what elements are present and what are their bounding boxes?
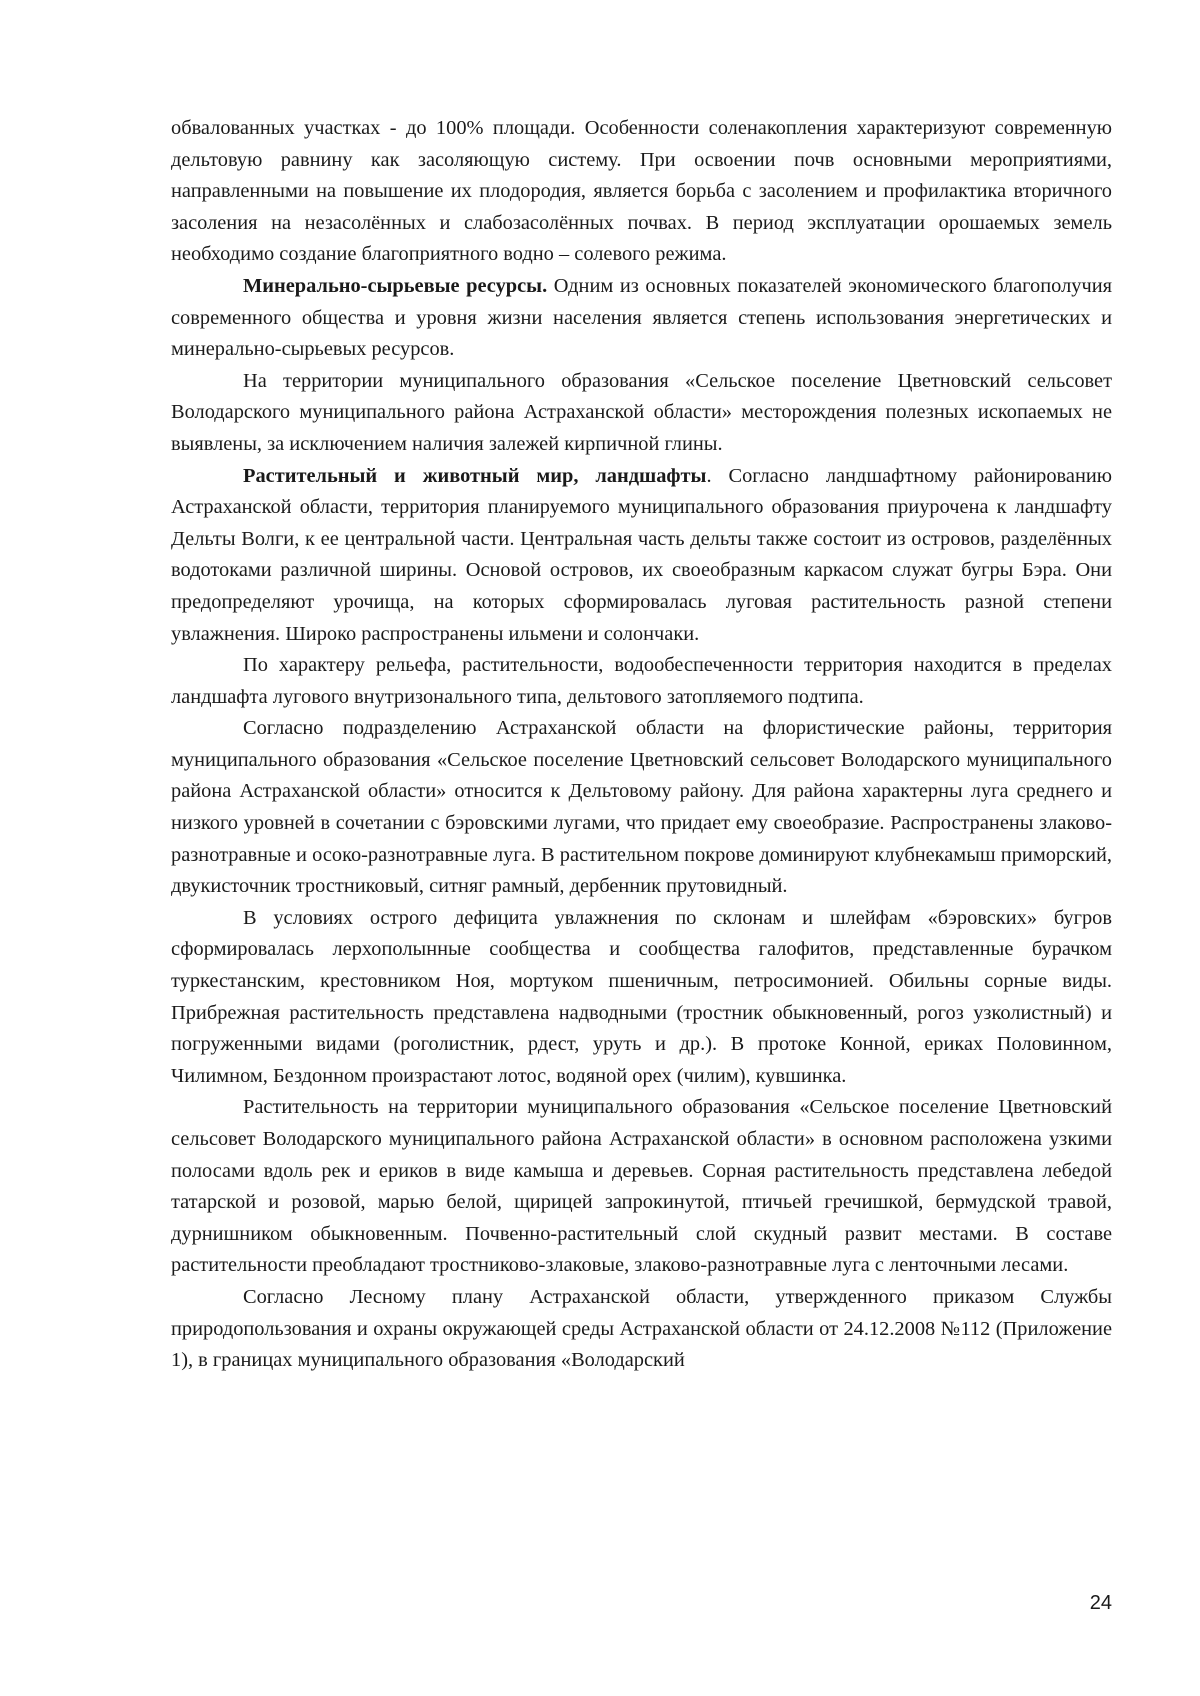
paragraph-vegetation xyxy=(171,1092,1112,1282)
paragraph-floristic-regions xyxy=(171,713,1112,903)
paragraph-moisture-deficit xyxy=(171,903,1112,1093)
paragraph-text: На территории муниципального образования «Сельское поселение Цветновский сельсовет Володарского муниципального района Астраханской области» месторождения полезных ископаемых не выявлены, за исключением наличия залежей кирпичной глины. xyxy=(171,369,1112,455)
paragraph-text: Согласно подразделению Астраханской области на флористические районы, территория муниципального образования «Сельское поселение Цветновский сельсовет Володарского муниципального района Астраханской области» относится к Дельтовому району. Для района характерны луга среднего и низкого уровней в сочетании с бэровскими лугами, что придает ему своеобразие. Распространены злаково-разнотравные и осоко-разнотравные луга. В растительном покрове доминируют клубнекамыш приморский, двукисточник тростниковый, ситняг рамный, дербенник прутовидный. xyxy=(171,717,1112,898)
section-heading-flora-fauna: Растительный и животный мир, ландшафты xyxy=(243,464,707,487)
paragraph-text: Одним из основных показателей экономического благополучия современного общества и уровня жизни населения является степень использования энергетических и минерально-сырьевых ресурсов. xyxy=(171,274,1112,361)
paragraph-forest-plan xyxy=(171,1282,1112,1377)
section-heading-mineral-resources: Минерально-сырьевые ресурсы. xyxy=(243,274,548,297)
paragraph-text: Растительность на территории муниципального образования «Сельское поселение Цветновский сельсовет Володарского муниципального района Астраханской области» в основном расположена узкими полосами вдоль рек и ериков в виде камыша и деревьев. Сорная растительность представлена лебедой татарской и розовой, марью белой, щирицей запрокинутой, птичьей гречишкой, бермудской травой, дурнишником обыкновенным. Почвенно-растительный слой скудный развит местами. В составе растительности преобладают тростниково-злаковые, злаково-разнотравные луга с ленточными лесами. xyxy=(171,1096,1112,1277)
paragraph-deposits xyxy=(171,366,1112,461)
paragraph-text: Согласно Лесному плану Астраханской области, утвержденного приказом Службы природопользования и охраны окружающей среды Астраханской области от 24.12.2008 №112 (Приложение 1), в границах муниципального образования «Володарский xyxy=(171,1285,1112,1372)
paragraph-soil-salinization xyxy=(171,113,1112,271)
body-text xyxy=(171,113,1112,1377)
paragraph-text: . Согласно ландшафтному районированию Астраханской области, территория планируемого муниципального образования приурочена к ландшафту Дельты Волги, к ее центральной части. Центральная часть дельты также состоит из островов, разделённых водотоками различной ширины. Основой островов, их своеобразным каркасом служат бугры Бэра. Они предопределяют урочища, на которых сформировалась луговая растительность разной степени увлажнения. Широко распространены ильмени и солончаки. xyxy=(171,464,1112,645)
paragraph-mineral-resources xyxy=(171,271,1112,366)
paragraph-text: По характеру рельефа, растительности, водообеспеченности территория находится в пределах ландшафта лугового внутризонального типа, дельтового затопляемого подтипа. xyxy=(171,654,1112,708)
page-number: 24 xyxy=(1089,1592,1112,1614)
paragraph-flora-fauna-landscapes xyxy=(171,461,1112,651)
paragraph-text: В условиях острого дефицита увлажнения по склонам и шлейфам «бэровских» бугров сформировалась лерхополынные сообщества и сообщества галофитов, представленные бурачком туркестанским, крестовником Ноя, мортуком пшеничным, петросимонией. Обильны сорные виды. Прибрежная растительность представлена надводными (тростник обыкновенный, рогоз узколистный) и погруженными видами (роголистник, рдест, уруть и др.). В протоке Конной, ериках Половинном, Чилимном, Бездонном произрастают лотос, водяной орех (чилим), кувшинка. xyxy=(171,906,1112,1087)
paragraph-relief xyxy=(171,650,1112,713)
paragraph-text: обвалованных участках - до 100% площади. Особенности соленакопления характеризуют современную дельтовую равнину как засоляющую систему. При освоении почв основными мероприятиями, направленными на повышение их плодородия, является борьба с засолением и профилактика вторичного засоления на незасолённых и слабозасолённых почвах. В период эксплуатации орошаемых земель необходимо создание благоприятного водно – солевого режима. xyxy=(171,117,1112,266)
